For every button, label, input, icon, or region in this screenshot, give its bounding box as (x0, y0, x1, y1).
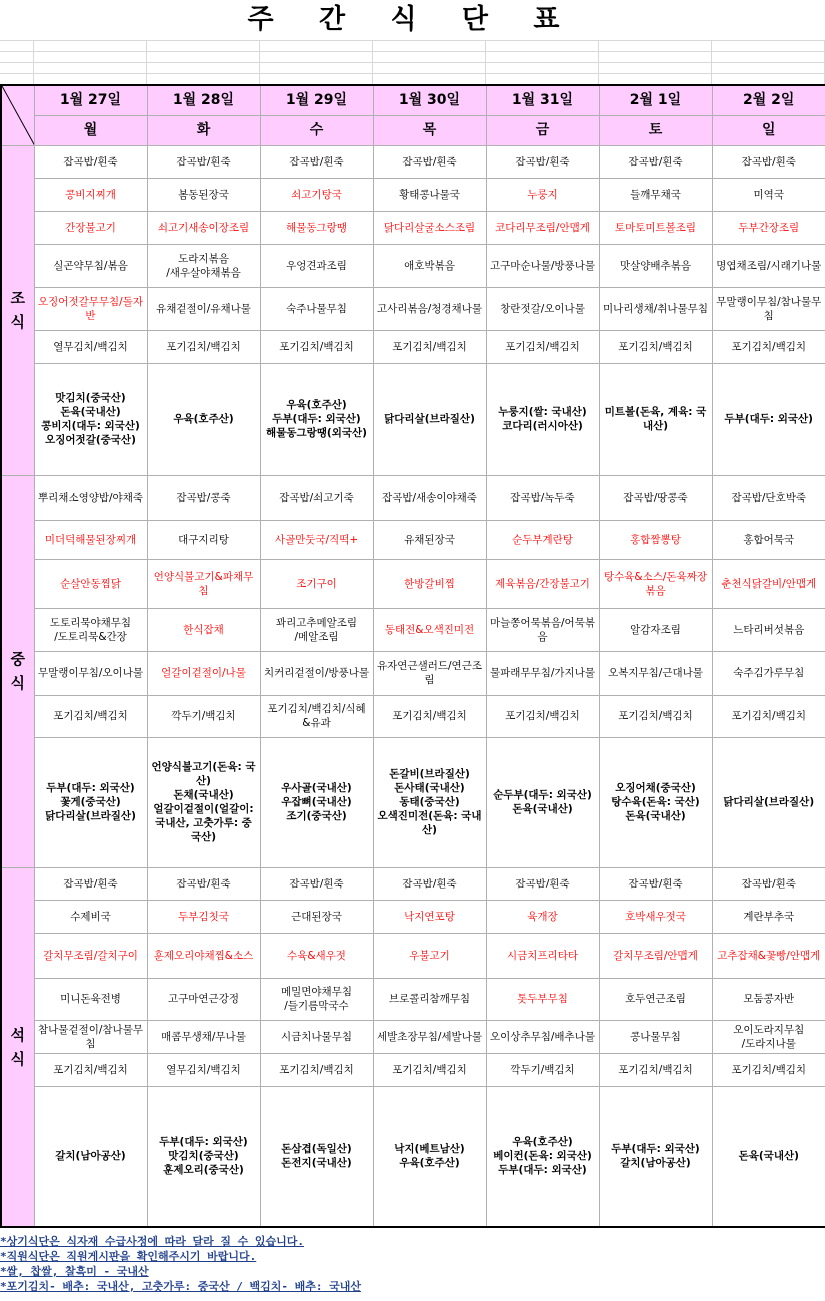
menu-item-cell: 톳두부무침 (486, 978, 599, 1020)
weekday-row (1, 115, 825, 145)
spreadsheet-gridlines (0, 40, 825, 84)
menu-item-cell: 무말랭이무침/오이나물 (34, 651, 147, 695)
menu-item-cell: 콩비지찌개 (34, 178, 147, 211)
menu-item-cell: 호두연근조림 (599, 978, 712, 1020)
menu-item-cell: 콩나물무침 (599, 1020, 712, 1053)
menu-row (1, 933, 825, 978)
menu-item-cell: 동태전&오색진미전 (373, 608, 486, 651)
menu-row (1, 900, 825, 933)
menu-item-cell: 포기김치/백김치 (260, 1053, 373, 1086)
menu-item-cell: 유채된장국 (373, 520, 486, 559)
menu-item-cell: 포기김치/백김치 (34, 1053, 147, 1086)
menu-item-cell: 오이상추무침/배추나물 (486, 1020, 599, 1053)
menu-row (1, 244, 825, 287)
menu-item-cell: 수육&새우젓 (260, 933, 373, 978)
menu-item-cell: 명엽채조림/시래기나물 (712, 244, 825, 287)
menu-item-cell: 창란젓갈/오이나물 (486, 287, 599, 330)
menu-item-cell: 쇠고기새송이장조림 (147, 211, 260, 244)
origin-cell: 닭다리살(브라질산) (373, 363, 486, 475)
menu-item-cell: 황태콩나물국 (373, 178, 486, 211)
menu-item-cell: 미더덕해물된장찌개 (34, 520, 147, 559)
menu-item-cell: 메밀면야채무침 /들기름막국수 (260, 978, 373, 1020)
menu-item-cell: 실곤약무침/볶음 (34, 244, 147, 287)
menu-item-cell: 잡곡밥/흰죽 (486, 867, 599, 900)
menu-item-cell: 한식잡채 (147, 608, 260, 651)
menu-item-cell: 뿌리채소영양밥/야채죽 (34, 475, 147, 520)
menu-item-cell: 맛살양배추볶음 (599, 244, 712, 287)
menu-item-cell: 무말랭이무침/참나물무침 (712, 287, 825, 330)
menu-item-cell: 우불고기 (373, 933, 486, 978)
date-cell: 2월 2일 (712, 85, 825, 115)
menu-item-cell: 갈치무조림/안맵게 (599, 933, 712, 978)
menu-item-cell: 알감자조림 (599, 608, 712, 651)
menu-item-cell: 언양식불고기&파채무침 (147, 559, 260, 608)
menu-item-cell: 미역국 (712, 178, 825, 211)
menu-item-cell: 잡곡밥/흰죽 (486, 145, 599, 178)
menu-item-cell: 닭다리살굴소스조림 (373, 211, 486, 244)
menu-item-cell: 순살안동찜닭 (34, 559, 147, 608)
menu-item-cell: 한방갈비찜 (373, 559, 486, 608)
note-line: *상기식단은 식자재 수급사정에 따라 달라 질 수 있습니다. (0, 1235, 304, 1248)
origin-row (1, 737, 825, 867)
menu-item-cell: 포기김치/백김치 (712, 330, 825, 363)
note-line: *쌀, 찹쌀, 찰흑미 - 국내산 (0, 1265, 149, 1278)
origin-cell: 언양식불고기(돈육: 국산) 돈채(국내산) 얼갈이겉절이(얼갈이: 국내산, 고춧가루: 중국산) (147, 737, 260, 867)
menu-item-cell: 토마토미트볼조림 (599, 211, 712, 244)
menu-item-cell: 깍두기/백김치 (147, 695, 260, 737)
origin-cell: 낙지(베트남산) 우육(호주산) (373, 1086, 486, 1227)
menu-item-cell: 훈제오리야채찜&소스 (147, 933, 260, 978)
note-line: *직원식단은 직원게시판을 확인해주시기 바랍니다. (0, 1250, 257, 1263)
menu-item-cell: 숙주김가루무침 (712, 651, 825, 695)
menu-item-cell: 간장불고기 (34, 211, 147, 244)
meal-section-label: 조 식 (1, 145, 34, 475)
menu-item-cell: 포기김치/백김치/식혜&유과 (260, 695, 373, 737)
notes (0, 1234, 825, 1294)
menu-item-cell: 잡곡밥/쇠고기죽 (260, 475, 373, 520)
menu-row (1, 695, 825, 737)
origin-cell: 우육(호주산) 두부(대두: 외국산) 해물동그랑땡(외국산) (260, 363, 373, 475)
date-cell: 1월 30일 (373, 85, 486, 115)
menu-item-cell: 조기구이 (260, 559, 373, 608)
origin-cell: 두부(대두: 외국산) (712, 363, 825, 475)
menu-item-cell: 포기김치/백김치 (373, 1053, 486, 1086)
menu-item-cell: 잡곡밥/흰죽 (599, 145, 712, 178)
menu-item-cell: 열무김치/백김치 (147, 1053, 260, 1086)
menu-item-cell: 시금치나물무침 (260, 1020, 373, 1053)
menu-item-cell: 대구지리탕 (147, 520, 260, 559)
menu-item-cell: 포기김치/백김치 (599, 330, 712, 363)
menu-item-cell: 잡곡밥/콩죽 (147, 475, 260, 520)
menu-row (1, 330, 825, 363)
menu-row (1, 287, 825, 330)
menu-item-cell: 봄동된장국 (147, 178, 260, 211)
weekday-cell: 금 (486, 115, 599, 145)
menu-item-cell: 잡곡밥/흰죽 (599, 867, 712, 900)
menu-item-cell: 계란부추국 (712, 900, 825, 933)
menu-item-cell: 잡곡밥/흰죽 (34, 145, 147, 178)
menu-item-cell: 포기김치/백김치 (34, 695, 147, 737)
menu-item-cell: 포기김치/백김치 (147, 330, 260, 363)
menu-item-cell: 포기김치/백김치 (712, 1053, 825, 1086)
menu-item-cell: 두부간장조림 (712, 211, 825, 244)
date-cell: 1월 31일 (486, 85, 599, 115)
menu-item-cell: 잡곡밥/녹두죽 (486, 475, 599, 520)
menu-item-cell: 깍두기/백김치 (486, 1053, 599, 1086)
menu-item-cell: 고추잡채&꽃빵/안맵게 (712, 933, 825, 978)
menu-item-cell: 춘천식닭갈비/안맵게 (712, 559, 825, 608)
date-row (1, 85, 825, 115)
menu-item-cell: 해물동그랑땡 (260, 211, 373, 244)
menu-item-cell: 포기김치/백김치 (486, 330, 599, 363)
menu-item-cell: 유채겉절이/유채나물 (147, 287, 260, 330)
menu-item-cell: 고사리볶음/청경채나물 (373, 287, 486, 330)
origin-cell: 돈육(국내산) (712, 1086, 825, 1227)
menu-row (1, 145, 825, 178)
menu-item-cell: 우엉견과조림 (260, 244, 373, 287)
menu-item-cell: 마늘쫑어묵볶음/어묵볶음 (486, 608, 599, 651)
menu-item-cell: 홍합어묵국 (712, 520, 825, 559)
menu-item-cell: 포기김치/백김치 (486, 695, 599, 737)
origin-cell: 갈치(남아공산) (34, 1086, 147, 1227)
origin-cell: 돈삼겹(독일산) 돈전지(국내산) (260, 1086, 373, 1227)
weekly-menu-table (0, 84, 825, 1228)
menu-item-cell: 잡곡밥/흰죽 (147, 867, 260, 900)
menu-row (1, 178, 825, 211)
origin-row (1, 363, 825, 475)
origin-row (1, 1086, 825, 1227)
origin-cell: 돈갈비(브라질산) 돈사태(국내산) 동태(중국산) 오색진미전(돈육: 국내산) (373, 737, 486, 867)
corner-cell (1, 85, 34, 145)
origin-cell: 두부(대두: 외국산) 꽃게(중국산) 닭다리살(브라질산) (34, 737, 147, 867)
menu-item-cell: 애호박볶음 (373, 244, 486, 287)
menu-item-cell: 수제비국 (34, 900, 147, 933)
menu-row (1, 1020, 825, 1053)
menu-item-cell: 오징어젓갈무무침/돌자반 (34, 287, 147, 330)
origin-cell: 미트볼(돈육, 계육: 국내산) (599, 363, 712, 475)
menu-row (1, 475, 825, 520)
menu-item-cell: 탕수육&소스/돈육짜장볶음 (599, 559, 712, 608)
origin-cell: 두부(대두: 외국산) 갈치(남아공산) (599, 1086, 712, 1227)
menu-item-cell: 사골만둣국/직떡+ (260, 520, 373, 559)
menu-row (1, 1053, 825, 1086)
menu-item-cell: 고구마연근강정 (147, 978, 260, 1020)
menu-item-cell: 육개장 (486, 900, 599, 933)
menu-item-cell: 잡곡밥/흰죽 (373, 867, 486, 900)
origin-cell: 순두부(대두: 외국산) 돈육(국내산) (486, 737, 599, 867)
menu-item-cell: 근대된장국 (260, 900, 373, 933)
origin-cell: 누룽지(쌀: 국내산) 코다리(러시아산) (486, 363, 599, 475)
menu-row (1, 867, 825, 900)
menu-item-cell: 꽈리고추메알조림 /메알조림 (260, 608, 373, 651)
page-title: 주 간 식 단 표 (247, 4, 578, 35)
origin-cell: 닭다리살(브라질산) (712, 737, 825, 867)
menu-row (1, 211, 825, 244)
menu-item-cell: 느타리버섯볶음 (712, 608, 825, 651)
origin-cell: 두부(대두: 외국산) 맛김치(중국산) 훈제오리(중국산) (147, 1086, 260, 1227)
date-cell: 1월 29일 (260, 85, 373, 115)
menu-item-cell: 코다리무조림/안맵게 (486, 211, 599, 244)
menu-item-cell: 갈치무조림/갈치구이 (34, 933, 147, 978)
menu-item-cell: 포기김치/백김치 (599, 1053, 712, 1086)
diagonal-line (2, 86, 34, 145)
menu-item-cell: 매콤무생채/무나물 (147, 1020, 260, 1053)
origin-cell: 오징어채(중국산) 탕수육(돈육: 국산) 돈육(국내산) (599, 737, 712, 867)
menu-item-cell: 브로콜리참깨무침 (373, 978, 486, 1020)
menu-item-cell: 열무김치/백김치 (34, 330, 147, 363)
menu-item-cell: 잡곡밥/흰죽 (260, 145, 373, 178)
menu-item-cell: 미니돈육전병 (34, 978, 147, 1020)
note-line: *포기김치- 배추: 국내산, 고춧가루: 중국산 / 백김치- 배추: 국내산 (0, 1280, 361, 1293)
menu-item-cell: 시금치프리타타 (486, 933, 599, 978)
weekday-cell: 월 (34, 115, 147, 145)
menu-item-cell: 홍합짬뽕탕 (599, 520, 712, 559)
menu-item-cell: 유자연근샐러드/연근조림 (373, 651, 486, 695)
menu-item-cell: 미나리생채/취나물무침 (599, 287, 712, 330)
menu-item-cell: 잡곡밥/새송이야채죽 (373, 475, 486, 520)
menu-item-cell: 순두부계란탕 (486, 520, 599, 559)
menu-item-cell: 두부김칫국 (147, 900, 260, 933)
menu-item-cell: 잡곡밥/흰죽 (147, 145, 260, 178)
menu-item-cell: 호박새우젓국 (599, 900, 712, 933)
weekday-cell: 목 (373, 115, 486, 145)
menu-item-cell: 물파래무무침/가지나물 (486, 651, 599, 695)
meal-section-label: 석 식 (1, 867, 34, 1227)
date-cell: 2월 1일 (599, 85, 712, 115)
menu-item-cell: 도라지볶음 /새우살야채볶음 (147, 244, 260, 287)
origin-cell: 우사골(국내산) 우잡뼈(국내산) 조기(중국산) (260, 737, 373, 867)
menu-item-cell: 도토리묵야채무침 /도토리묵&간장 (34, 608, 147, 651)
menu-item-cell: 고구마순나물/방풍나물 (486, 244, 599, 287)
menu-item-cell: 제육볶음/간장불고기 (486, 559, 599, 608)
meal-section-label: 중 식 (1, 475, 34, 867)
menu-item-cell: 포기김치/백김치 (373, 330, 486, 363)
menu-item-cell: 치커리겉절이/방풍나물 (260, 651, 373, 695)
menu-item-cell: 모둠콩자반 (712, 978, 825, 1020)
weekday-cell: 수 (260, 115, 373, 145)
menu-item-cell: 포기김치/백김치 (260, 330, 373, 363)
origin-cell: 우육(호주산) (147, 363, 260, 475)
menu-row (1, 520, 825, 559)
menu-item-cell: 포기김치/백김치 (599, 695, 712, 737)
date-cell: 1월 28일 (147, 85, 260, 115)
menu-item-cell: 잡곡밥/흰죽 (260, 867, 373, 900)
menu-item-cell: 오이도라지무침 /도라지나물 (712, 1020, 825, 1053)
menu-item-cell: 잡곡밥/흰죽 (34, 867, 147, 900)
menu-item-cell: 참나물겉절이/참나물무침 (34, 1020, 147, 1053)
weekday-cell: 토 (599, 115, 712, 145)
date-cell: 1월 27일 (34, 85, 147, 115)
menu-row (1, 559, 825, 608)
origin-cell: 우육(호주산) 베이컨(돈육: 외국산) 두부(대두: 외국산) (486, 1086, 599, 1227)
menu-item-cell: 세발초장무침/세발나물 (373, 1020, 486, 1053)
menu-row (1, 978, 825, 1020)
menu-item-cell: 숙주나물무침 (260, 287, 373, 330)
menu-item-cell: 잡곡밥/흰죽 (712, 867, 825, 900)
menu-row (1, 608, 825, 651)
menu-item-cell: 얼갈이겉절이/나물 (147, 651, 260, 695)
weekday-cell: 화 (147, 115, 260, 145)
menu-item-cell: 잡곡밥/단호박죽 (712, 475, 825, 520)
origin-cell: 맛김치(중국산) 돈육(국내산) 콩비지(대두: 외국산) 오징어젓갈(중국산) (34, 363, 147, 475)
weekday-cell: 일 (712, 115, 825, 145)
menu-item-cell: 잡곡밥/땅콩죽 (599, 475, 712, 520)
menu-item-cell: 포기김치/백김치 (373, 695, 486, 737)
menu-item-cell: 잡곡밥/흰죽 (373, 145, 486, 178)
menu-item-cell: 쇠고기탕국 (260, 178, 373, 211)
menu-item-cell: 누룽지 (486, 178, 599, 211)
menu-item-cell: 들깨무채국 (599, 178, 712, 211)
menu-item-cell: 잡곡밥/흰죽 (712, 145, 825, 178)
menu-item-cell: 낙지연포탕 (373, 900, 486, 933)
menu-item-cell: 포기김치/백김치 (712, 695, 825, 737)
menu-row (1, 651, 825, 695)
menu-item-cell: 오복지무침/근대나물 (599, 651, 712, 695)
